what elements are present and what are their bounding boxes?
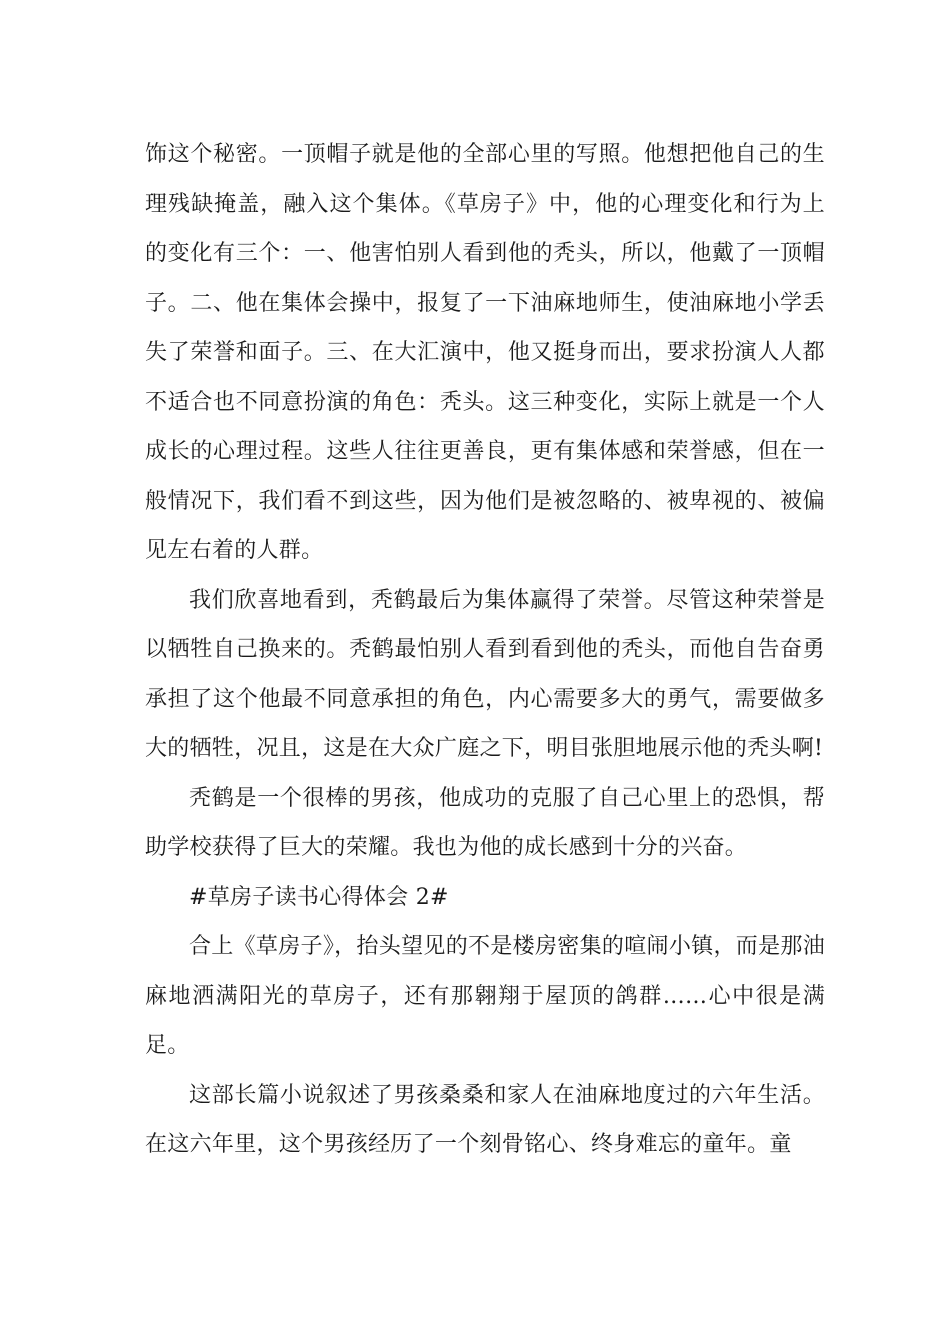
paragraph-4: 合上《草房子》，抬头望见的不是楼房密集的喧闹小镇，而是那油麻地洒满阳光的草房子，还有那翱翔于屋顶的鸽群……心中很是满足。: [145, 934, 825, 1058]
paragraph-3: 秃鹤是一个很棒的男孩，他成功的克服了自己心里上的恐惧，帮助学校获得了巨大的荣耀。我也为他的成长感到十分的兴奋。: [145, 785, 825, 860]
document-body: [145, 130, 825, 1170]
paragraph-2: 我们欣喜地看到，秃鹤最后为集体赢得了荣誉。尽管这种荣誉是以牺牲自己换来的。秃鹤最怕别人看到看到他的秃头，而他自告奋勇承担了这个他最不同意承担的角色，内心需要多大的勇气，需要做多大的牺牲，况且，这是在大众广庭之下，明目张胆地展示他的秃头啊!: [145, 587, 825, 761]
section-heading: #草房子读书心得体会 2#: [189, 884, 449, 910]
paragraph-1: 饰这个秘密。一顶帽子就是他的全部心里的写照。他想把他自己的生理残缺掩盖，融入这个集体。《草房子》中，他的心理变化和行为上的变化有三个：一、他害怕别人看到他的秃头，所以，他戴了一顶帽子。二、他在集体会操中，报复了一下油麻地师生，使油麻地小学丢失了荣誉和面子。三、在大汇演中，他又挺身而出，要求扮演人人都不适合也不同意扮演的角色：秃头。这三种变化，实际上就是一个人成长的心理过程。这些人往往更善良，更有集体感和荣誉感，但在一般情况下，我们看不到这些，因为他们是被忽略的、被卑视的、被偏见左右着的人群。: [145, 142, 825, 563]
paragraph-5: 这部长篇小说叙述了男孩桑桑和家人在油麻地度过的六年生活。在这六年里，这个男孩经历了一个刻骨铭心、终身难忘的童年。童: [145, 1082, 825, 1157]
